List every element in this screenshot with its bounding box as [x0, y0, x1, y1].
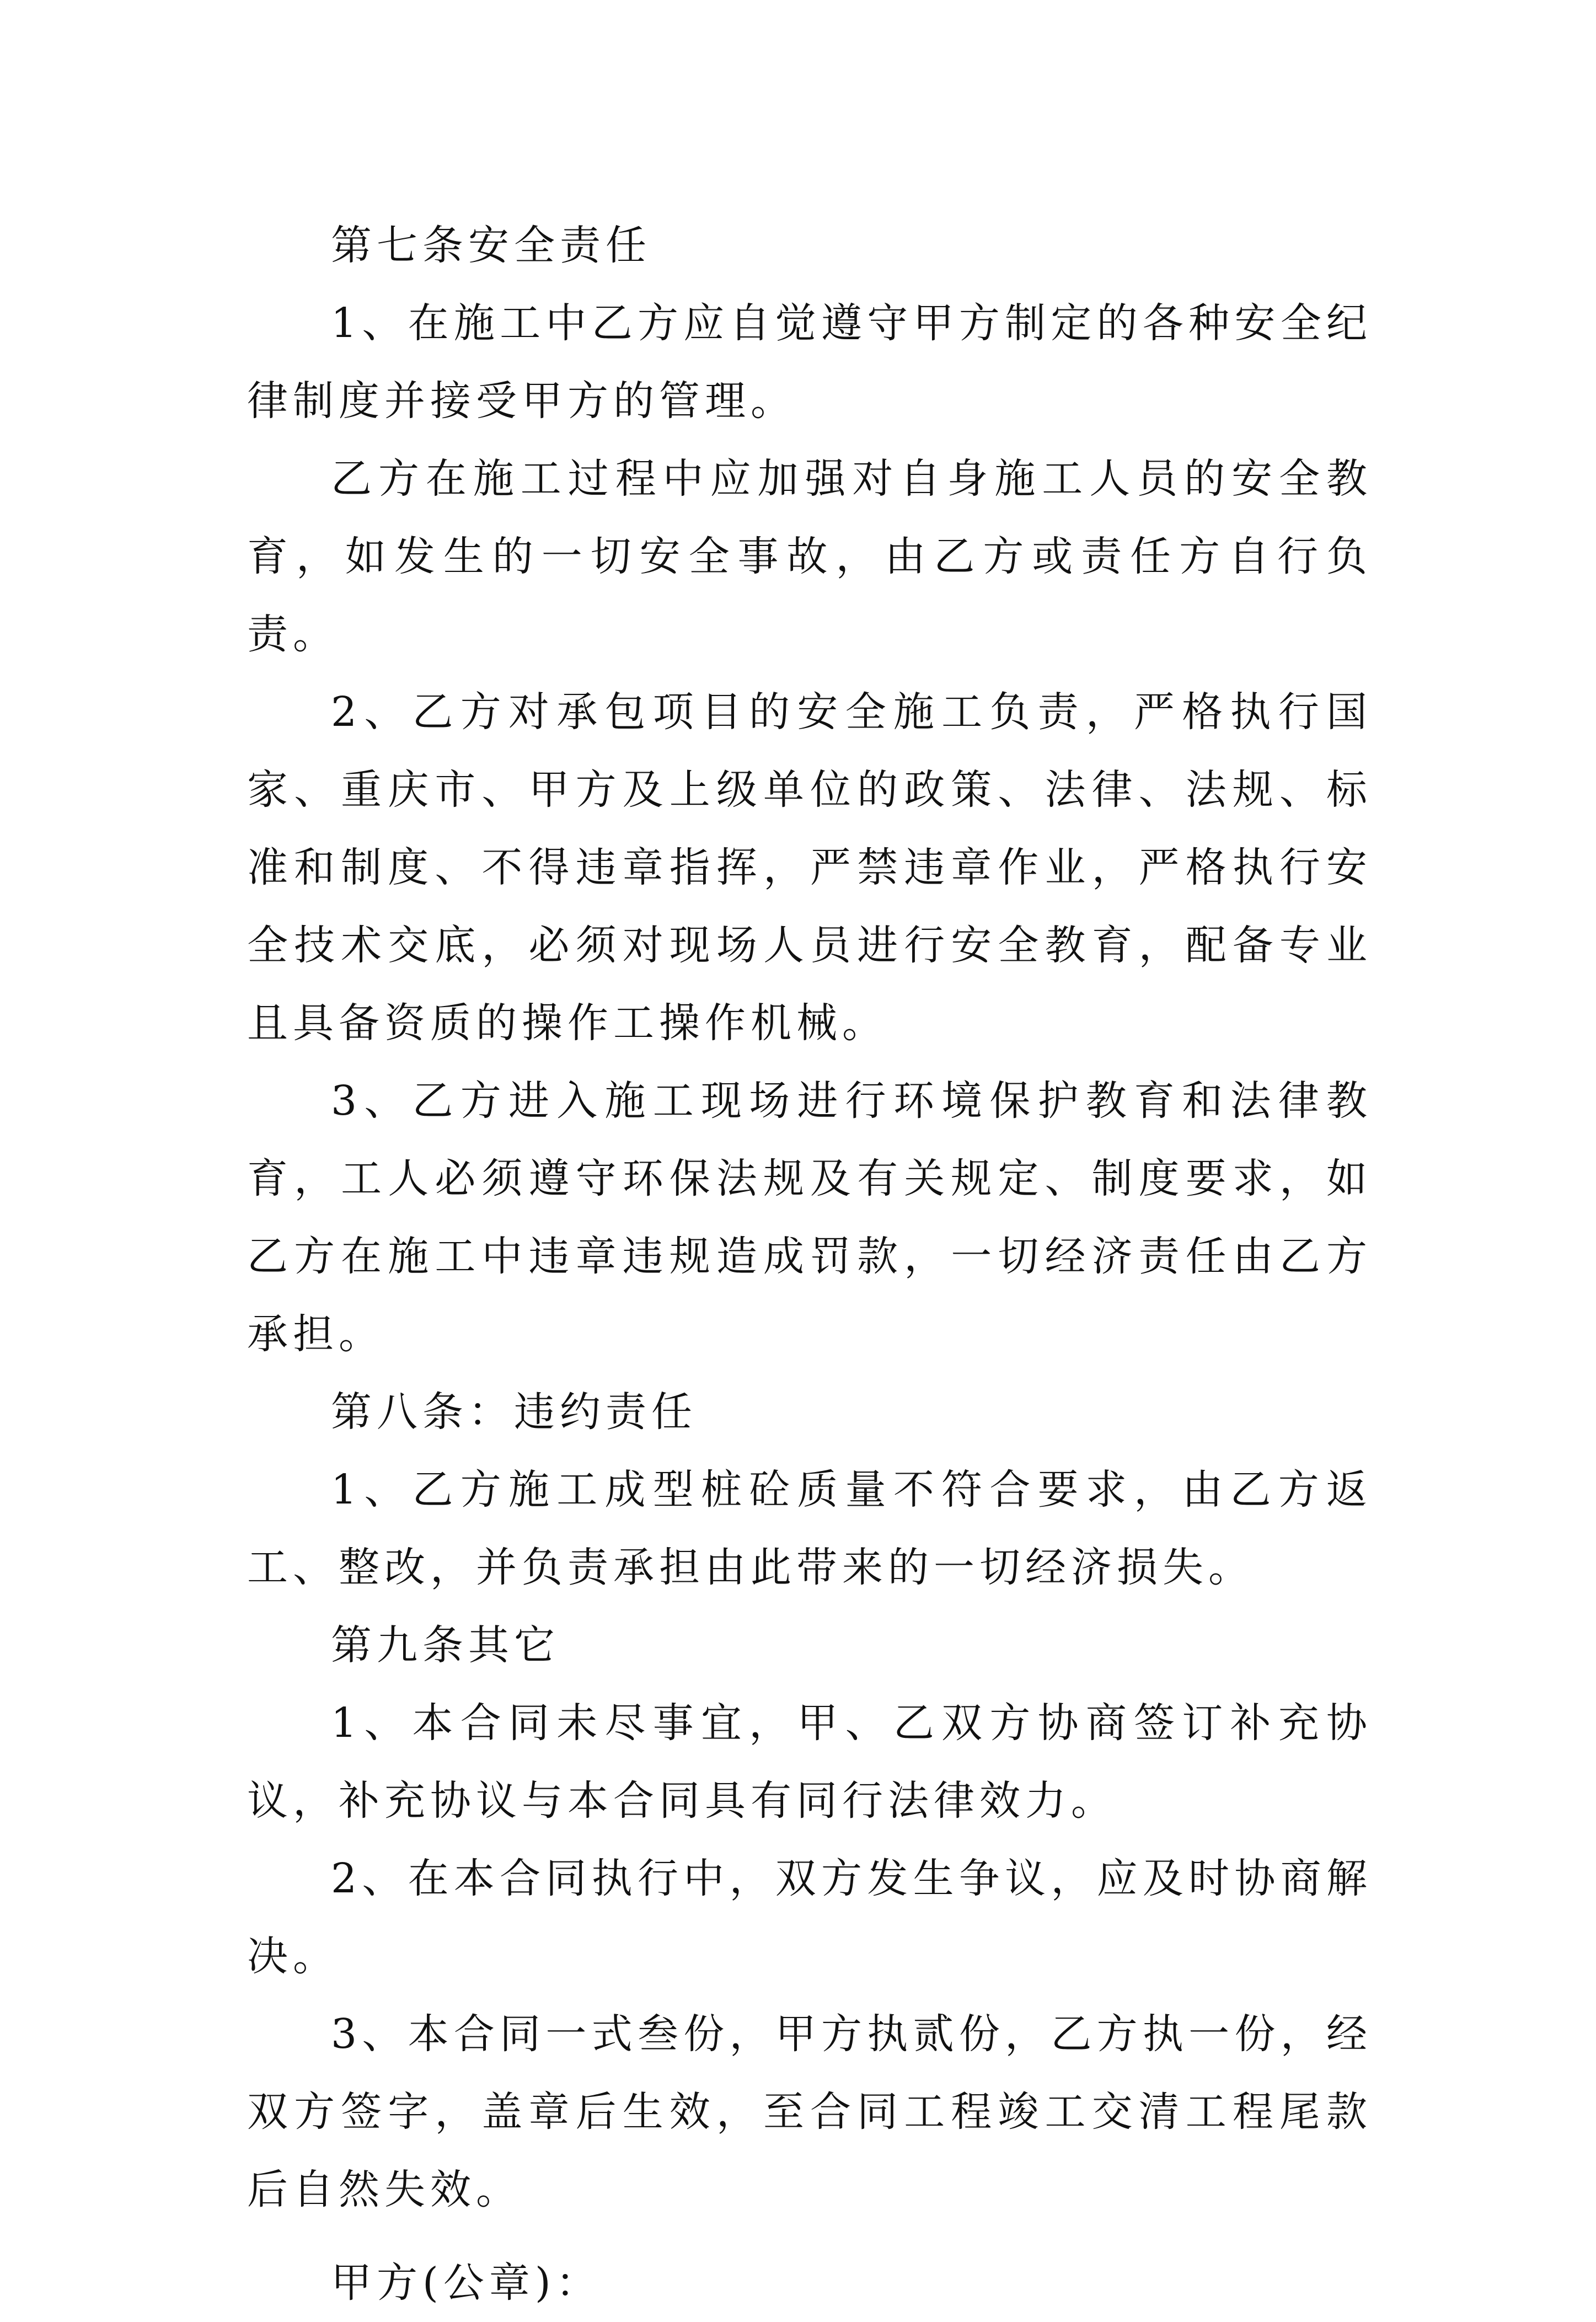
article-7-clause-2: 2、乙方对承包项目的安全施工负责，严格执行国家、重庆市、甲方及上级单位的政策、法律、法规、标准和制度、不得违章指挥，严禁违章作业，严格执行安全技术交底，必须对现场人员进行安全教育，配备专业且具备资质的操作工操作机械。: [247, 688, 1372, 1047]
article-7-heading: 第七条安全责任: [331, 222, 651, 269]
article-9-clause-3: 3、本合同一式叁份，甲方执贰份，乙方执一份，经双方签字，盖章后生效，至合同工程竣工交清工程尾款后自然失效。: [247, 2010, 1372, 2213]
article-7-clause-1-continued: 乙方在施工过程中应加强对自身施工人员的安全教育，如发生的一切安全事故，由乙方或责任方自行负责。: [247, 455, 1372, 658]
party-a-seal-line: 甲方(公章)：: [331, 2259, 602, 2307]
article-7-clause-1: 1、在施工中乙方应自觉遵守甲方制定的各种安全纪律制度并接受甲方的管理。: [247, 299, 1372, 425]
article-8-clause-1: 1、乙方施工成型桩砼质量不符合要求，由乙方返工、整改，并负责承担由此带来的一切经济损失。: [247, 1466, 1372, 1591]
article-7-clause-3: 3、乙方进入施工现场进行环境保护教育和法律教育，工人必须遵守环保法规及有关规定、制度要求，如乙方在施工中违章违规造成罚款，一切经济责任由乙方承担。: [247, 1077, 1372, 1358]
article-8-heading: 第八条：违约责任: [331, 1388, 697, 1436]
document-body: [247, 207, 1372, 2322]
article-9-clause-1: 1、本合同未尽事宜，甲、乙双方协商签订补充协议，补充协议与本合同具有同行法律效力。: [247, 1699, 1372, 1825]
article-9-clause-2: 2、在本合同执行中，双方发生争议，应及时协商解决。: [247, 1855, 1372, 1980]
article-9-heading: 第九条其它: [331, 1622, 560, 1669]
